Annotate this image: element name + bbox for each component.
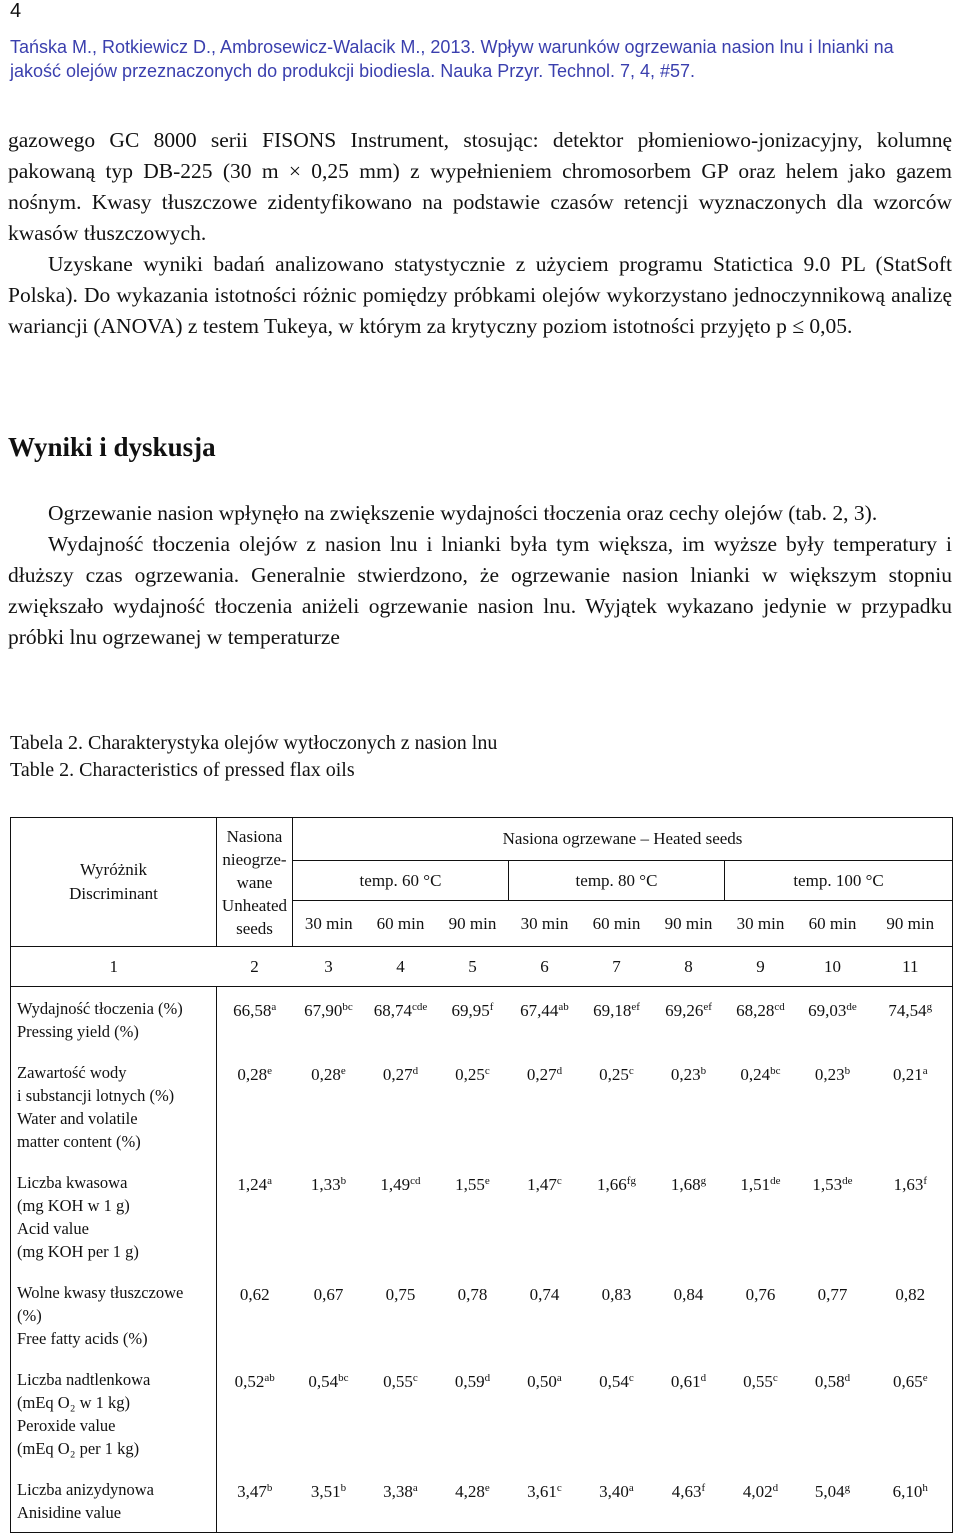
cell-significance: ef <box>703 1001 712 1013</box>
cell-value: 0,21 <box>892 1065 923 1084</box>
cell-value: 0,77 <box>817 1285 848 1304</box>
cell-significance: cde <box>411 1001 428 1013</box>
cell-significance: ab <box>558 1001 569 1013</box>
table-cell <box>437 1161 509 1271</box>
table-cell <box>437 1271 509 1358</box>
unheated-header-line: seeds <box>236 918 273 938</box>
cell-significance: b <box>844 1065 851 1077</box>
cell-value: 67,44 <box>520 1001 559 1020</box>
row-label-line: (%) <box>17 1306 42 1325</box>
cell-value: 0,75 <box>385 1285 416 1304</box>
table-row <box>11 1358 953 1468</box>
cell-significance: a <box>412 1482 418 1494</box>
cell-significance: g <box>926 1001 933 1013</box>
cell-value: 3,61 <box>527 1482 557 1501</box>
time-header: 60 min <box>797 901 869 947</box>
table-cell <box>869 1271 953 1358</box>
table-cell <box>725 1051 797 1161</box>
cell-significance: c <box>484 1065 490 1077</box>
table-cell <box>869 987 953 1052</box>
discriminant-header <box>11 818 217 947</box>
unheated-header-line: Unheated <box>221 895 288 915</box>
cell-significance: c <box>412 1372 418 1384</box>
table-cell <box>653 1358 725 1468</box>
cell-value: 0,23 <box>814 1065 845 1084</box>
table-cell <box>437 1358 509 1468</box>
cell-significance: d <box>700 1372 707 1384</box>
cell-value: 4,02 <box>742 1482 773 1501</box>
row-label-line: matter content (%) <box>17 1132 141 1151</box>
unheated-header <box>217 818 293 947</box>
cell-value: 0,28 <box>311 1065 341 1084</box>
table-row <box>11 987 953 1052</box>
table-cell <box>293 1468 365 1533</box>
time-header: 60 min <box>365 901 437 947</box>
table-cell <box>581 1468 653 1533</box>
cell-significance: g <box>844 1482 851 1494</box>
row-label-line: (mg KOH per 1 g) <box>17 1242 139 1261</box>
table-cell <box>437 987 509 1052</box>
cell-significance: cd <box>410 1175 421 1187</box>
cell-significance: c <box>556 1482 562 1494</box>
cell-value: 4,63 <box>671 1482 702 1501</box>
table-cell <box>581 1161 653 1271</box>
row-label-line: Liczba kwasowa <box>17 1173 128 1192</box>
cell-significance: c <box>628 1065 634 1077</box>
cell-significance: e <box>484 1482 490 1494</box>
cell-significance: e <box>340 1065 346 1077</box>
flax-oil-table <box>10 817 953 1533</box>
table-cell <box>509 987 581 1052</box>
cell-value: 1,33 <box>310 1175 341 1194</box>
cell-significance: ef <box>631 1001 640 1013</box>
cell-value: 0,50 <box>527 1372 557 1391</box>
cell-value: 68,28 <box>736 1001 775 1020</box>
citation-line-1: Tańska M., Rotkiewicz D., Ambrosewicz-Walacik M., 2013. Wpływ warunków ogrzewania nasion lnu i lnianki na <box>10 37 894 57</box>
cell-significance: de <box>842 1175 853 1187</box>
cell-value: 6,10 <box>892 1482 923 1501</box>
table-cell <box>217 1358 293 1468</box>
cell-value: 0,83 <box>601 1285 632 1304</box>
column-number: 3 <box>293 947 365 987</box>
cell-significance: c <box>628 1372 634 1384</box>
results-paragraph-2: Wydajność tłoczenia olejów z nasion lnu i lnianki była tym większa, im wyższe były temperatury i dłuższy czas ogrzewania. Generalnie stwierdzono, że ogrzewanie nasion lnianki w większym stopniu zwiększało wydajność tłoczenia aniżeli ogrzewanie nasion lnu. Wyjątek wykazano jedynie w przypadku próbki lnu ogrzewanej w temperaturze <box>8 532 952 649</box>
table-cell <box>797 1051 869 1161</box>
cell-significance: bc <box>338 1372 349 1384</box>
cell-significance: a <box>556 1372 562 1384</box>
table-cell <box>653 1161 725 1271</box>
table-cell <box>653 1468 725 1533</box>
column-number: 10 <box>797 947 869 987</box>
row-label-line: Liczba nadtlenkowa <box>17 1370 151 1389</box>
cell-value: 0,59 <box>454 1372 485 1391</box>
row-label-line: Water and volatile <box>17 1109 138 1128</box>
table-cell <box>797 1161 869 1271</box>
cell-significance: c <box>556 1175 562 1187</box>
cell-value: 0,54 <box>308 1372 339 1391</box>
unheated-header-line: Nasiona <box>226 826 283 846</box>
table-cell <box>365 1051 437 1161</box>
column-number: 7 <box>581 947 653 987</box>
table-cell <box>797 987 869 1052</box>
table-cell <box>365 1271 437 1358</box>
table-cell <box>365 1468 437 1533</box>
unheated-header-line: wane <box>236 872 273 892</box>
column-number: 6 <box>509 947 581 987</box>
section-heading: Wyniki i dyskusja <box>8 432 216 462</box>
methods-text <box>8 125 952 342</box>
time-header: 90 min <box>653 901 725 947</box>
cell-value: 66,58 <box>233 1001 272 1020</box>
cell-significance: c <box>772 1372 778 1384</box>
cell-significance: ab <box>264 1372 275 1384</box>
row-label <box>11 1271 217 1358</box>
cell-significance: d <box>556 1065 563 1077</box>
table-cell <box>581 1358 653 1468</box>
cell-significance: bc <box>770 1065 781 1077</box>
row-label-line: Pressing yield (%) <box>17 1022 139 1041</box>
cell-significance: f <box>923 1175 927 1187</box>
results-paragraph-1: Ogrzewanie nasion wpłynęło na zwiększenie wydajności tłoczenia oraz cechy olejów (tab. 2, 3). <box>48 501 878 525</box>
cell-value: 5,04 <box>814 1482 845 1501</box>
cell-value: 0,58 <box>814 1372 845 1391</box>
cell-significance: bc <box>342 1001 353 1013</box>
row-label <box>11 1468 217 1533</box>
cell-value: 0,55 <box>383 1372 413 1391</box>
table-cell <box>217 1051 293 1161</box>
citation-line-2: jakość olejów przeznaczonych do produkcji biodiesla. Nauka Przyr. Technol. 7, 4, #57. <box>10 61 696 81</box>
table-cell <box>581 987 653 1052</box>
cell-value: 0,78 <box>457 1285 488 1304</box>
table-cell <box>797 1271 869 1358</box>
cell-value: 1,55 <box>455 1175 485 1194</box>
row-label-line: Acid value <box>17 1219 89 1238</box>
cell-significance: a <box>267 1175 273 1187</box>
table-cell <box>725 1271 797 1358</box>
row-label-line: Peroxide value <box>17 1416 116 1435</box>
cell-significance: e <box>922 1372 928 1384</box>
table-cell <box>581 1271 653 1358</box>
column-number: 11 <box>869 947 953 987</box>
cell-significance: d <box>844 1372 851 1384</box>
row-label <box>11 987 217 1052</box>
table-cell <box>653 1271 725 1358</box>
cell-significance: h <box>922 1482 928 1494</box>
table-cell <box>509 1051 581 1161</box>
row-label-line: Wolne kwasy tłuszczowe <box>17 1283 184 1302</box>
cell-value: 69,03 <box>808 1001 847 1020</box>
cell-value: 0,84 <box>673 1285 704 1304</box>
cell-value: 69,18 <box>593 1001 632 1020</box>
table-cell <box>293 1271 365 1358</box>
row-label-line: Free fatty acids (%) <box>17 1329 148 1348</box>
cell-value: 74,54 <box>888 1001 927 1020</box>
cell-value: 0,82 <box>895 1285 926 1304</box>
cell-value: 1,49 <box>380 1175 411 1194</box>
cell-significance: a <box>628 1482 634 1494</box>
cell-value: 1,24 <box>237 1175 268 1194</box>
table-cell <box>437 1051 509 1161</box>
cell-significance: b <box>340 1175 347 1187</box>
column-number: 9 <box>725 947 797 987</box>
cell-significance: d <box>412 1065 419 1077</box>
table-row <box>11 1161 953 1271</box>
table-cell <box>509 1358 581 1468</box>
cell-value: 3,38 <box>383 1482 413 1501</box>
table-cell <box>797 1358 869 1468</box>
cell-significance: a <box>922 1065 928 1077</box>
cell-significance: b <box>340 1482 347 1494</box>
cell-value: 0,25 <box>455 1065 485 1084</box>
table-cell <box>365 1161 437 1271</box>
row-label-line: Liczba anizydynowa <box>17 1480 154 1499</box>
cell-value: 1,68 <box>670 1175 701 1194</box>
row-label <box>11 1161 217 1271</box>
cell-value: 0,54 <box>599 1372 629 1391</box>
time-header: 30 min <box>725 901 797 947</box>
row-label-line: Zawartość wody <box>17 1063 127 1082</box>
time-header: 60 min <box>581 901 653 947</box>
table-cell <box>509 1271 581 1358</box>
table-cell <box>869 1161 953 1271</box>
table-row <box>11 1051 953 1161</box>
cell-value: 69,26 <box>665 1001 704 1020</box>
table-cell <box>217 1161 293 1271</box>
discriminant-header-en: Discriminant <box>69 884 158 903</box>
table-cell <box>217 987 293 1052</box>
cell-value: 0,27 <box>382 1065 413 1084</box>
temp-100-header: temp. 100 °C <box>725 861 953 901</box>
cell-significance: b <box>700 1065 707 1077</box>
time-header: 30 min <box>293 901 365 947</box>
table-cell <box>509 1468 581 1533</box>
table-cell <box>581 1051 653 1161</box>
unheated-header-line: nieogrze- <box>222 849 287 869</box>
column-number: 2 <box>217 947 293 987</box>
cell-value: 1,66 <box>597 1175 627 1194</box>
column-number: 8 <box>653 947 725 987</box>
cell-value: 0,74 <box>529 1285 560 1304</box>
table-row <box>11 1468 953 1533</box>
cell-value: 67,90 <box>304 1001 343 1020</box>
table-cell <box>725 987 797 1052</box>
row-label <box>11 1358 217 1468</box>
row-label-line: Anisidine value <box>17 1503 122 1522</box>
cell-value: 1,51 <box>740 1175 771 1194</box>
table-cell <box>653 1051 725 1161</box>
cell-value: 0,67 <box>313 1285 344 1304</box>
table-cell <box>509 1161 581 1271</box>
cell-value: 0,24 <box>740 1065 771 1084</box>
cell-value: 0,28 <box>237 1065 268 1084</box>
cell-value: 0,76 <box>745 1285 776 1304</box>
row-label <box>11 1051 217 1161</box>
table-cell <box>869 1051 953 1161</box>
cell-value: 4,28 <box>455 1482 485 1501</box>
cell-value: 1,53 <box>812 1175 843 1194</box>
cell-significance: de <box>770 1175 781 1187</box>
cell-value: 1,47 <box>527 1175 557 1194</box>
table-cell <box>217 1271 293 1358</box>
cell-value: 3,40 <box>599 1482 629 1501</box>
cell-value: 68,74 <box>373 1001 412 1020</box>
time-header: 90 min <box>437 901 509 947</box>
cell-significance: de <box>846 1001 857 1013</box>
table-caption-pl: Tabela 2. Charakterystyka olejów wytłoczonych z nasion lnu <box>10 732 498 754</box>
cell-value: 69,95 <box>451 1001 490 1020</box>
column-number: 5 <box>437 947 509 987</box>
time-header: 90 min <box>869 901 953 947</box>
cell-value: 0,27 <box>526 1065 557 1084</box>
cell-value: 0,52 <box>234 1372 265 1391</box>
row-label-line: (mEq O₂ per 1 kg) <box>17 1439 140 1458</box>
cell-value: 0,23 <box>670 1065 701 1084</box>
cell-significance: b <box>266 1482 273 1494</box>
table-cell <box>437 1468 509 1533</box>
cell-significance: cd <box>774 1001 785 1013</box>
table-cell <box>725 1468 797 1533</box>
row-label-line: Wydajność tłoczenia (%) <box>17 999 183 1018</box>
cell-significance: f <box>701 1482 706 1494</box>
column-number: 1 <box>11 947 217 987</box>
table-cell <box>797 1468 869 1533</box>
cell-value: 3,47 <box>237 1482 267 1501</box>
cell-value: 0,62 <box>239 1285 270 1304</box>
cell-significance: d <box>484 1372 491 1384</box>
column-number: 4 <box>365 947 437 987</box>
table-cell <box>293 987 365 1052</box>
cell-significance: a <box>271 1001 277 1013</box>
table-cell <box>365 987 437 1052</box>
table-row <box>11 1271 953 1358</box>
cell-significance: d <box>772 1482 779 1494</box>
stats-paragraph: Uzyskane wyniki badań analizowano statystycznie z użyciem programu Statictica 9.0 PL (StatSoft Polska). Do wykazania istotności różnic pomiędzy próbkami olejów wykorzystano jednoczynnikową analizę wariancji (ANOVA) z testem Tukeya, w którym za krytyczny poziom istotności przyjęto p ≤ 0,05. <box>8 252 952 338</box>
cell-significance: g <box>700 1175 707 1187</box>
methods-paragraph: gazowego GC 8000 serii FISONS Instrument, stosując: detektor płomieniowo-jonizacyjny, kolumnę pakowaną typ DB-225 (30 m × 0,25 mm) z wypełnieniem chromosorbem GP oraz helem jako gazem nośnym. Kwasy tłuszczowe zidentyfikowano na podstawie czasów retencji wyznaczonych dla wzorców kwasów tłuszczowych. <box>8 128 952 245</box>
table-cell <box>653 987 725 1052</box>
results-text <box>8 498 952 653</box>
table-caption-en: Table 2. Characteristics of pressed flax oils <box>10 759 355 781</box>
cell-value: 0,61 <box>670 1372 701 1391</box>
time-header: 30 min <box>509 901 581 947</box>
table-cell <box>869 1468 953 1533</box>
cell-significance: e <box>484 1175 490 1187</box>
table-cell <box>869 1358 953 1468</box>
temp-80-header: temp. 80 °C <box>509 861 725 901</box>
cell-value: 3,51 <box>310 1482 341 1501</box>
table-cell <box>217 1468 293 1533</box>
table-cell <box>293 1358 365 1468</box>
discriminant-header-pl: Wyróżnik <box>80 860 147 879</box>
cell-value: 0,25 <box>599 1065 629 1084</box>
cell-value: 0,55 <box>743 1372 773 1391</box>
table-cell <box>293 1051 365 1161</box>
row-label-line: i substancji lotnych (%) <box>17 1086 175 1105</box>
row-label-line: (mEq O₂ w 1 kg) <box>17 1393 130 1412</box>
heated-header: Nasiona ogrzewane – Heated seeds <box>293 818 953 861</box>
table-cell <box>293 1161 365 1271</box>
row-label-line: (mg KOH w 1 g) <box>17 1196 130 1215</box>
cell-significance: f <box>489 1001 494 1013</box>
cell-significance: e <box>267 1065 273 1077</box>
cell-value: 0,65 <box>892 1372 923 1391</box>
table-cell <box>725 1161 797 1271</box>
table-cell <box>365 1358 437 1468</box>
cell-significance: fg <box>626 1175 636 1187</box>
temp-60-header: temp. 60 °C <box>293 861 509 901</box>
cell-value: 1,63 <box>893 1175 924 1194</box>
page-number: 4 <box>10 0 22 22</box>
table-cell <box>725 1358 797 1468</box>
